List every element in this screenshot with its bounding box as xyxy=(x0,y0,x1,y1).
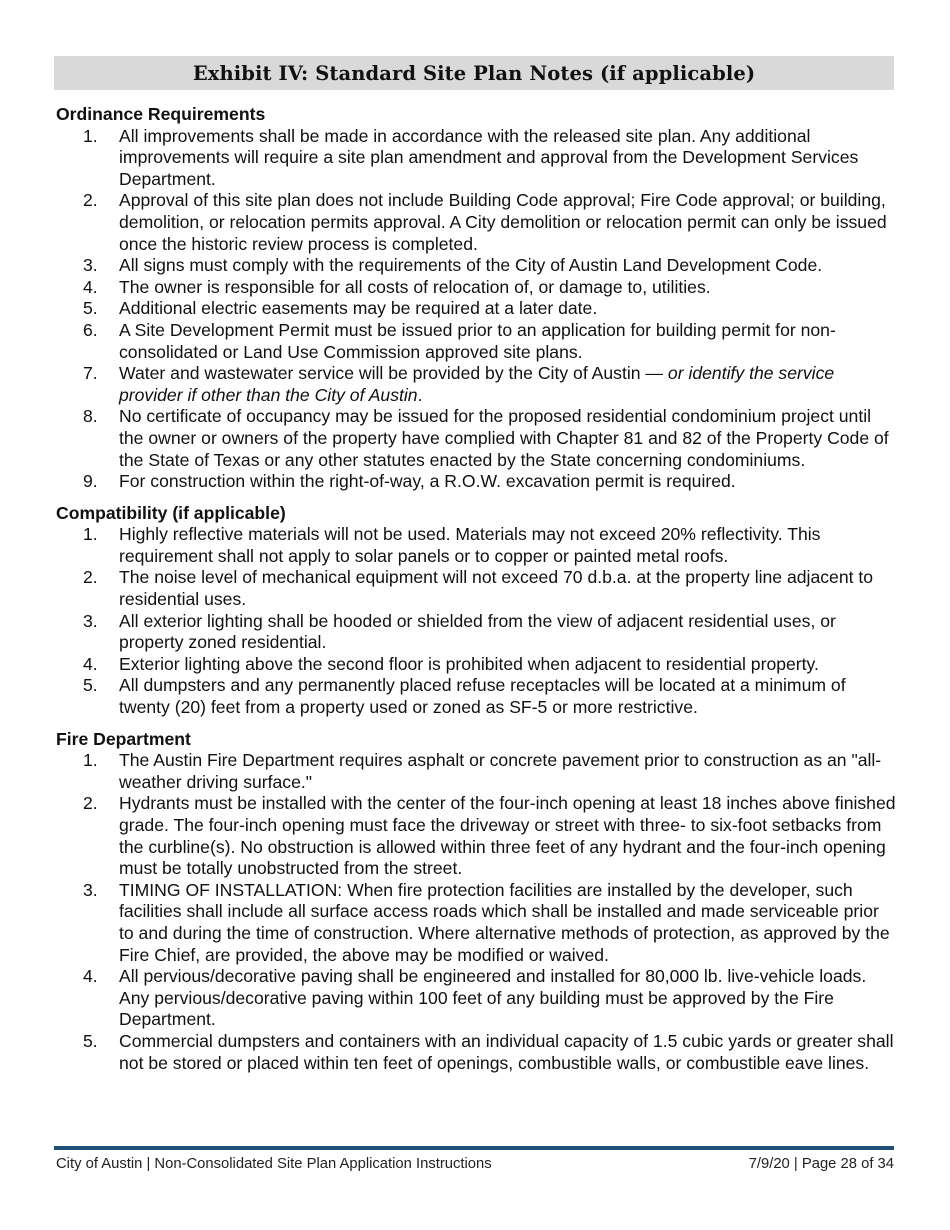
item-number: 4. xyxy=(83,966,98,987)
list-item xyxy=(56,406,896,471)
item-text: A Site Development Permit must be issued prior to an application for building permit for non-consolidated or Land Use Commission approved site plans. xyxy=(119,319,836,362)
list-item xyxy=(56,675,896,718)
item-italic-text: or identify the service provider if other than the City of Austin xyxy=(119,363,835,405)
list-item xyxy=(56,750,896,793)
list-item xyxy=(56,567,896,610)
list-item xyxy=(56,611,896,654)
section-compatibility xyxy=(56,503,896,719)
item-number: 3. xyxy=(83,255,98,276)
item-number: 3. xyxy=(83,879,98,900)
item-text: The noise level of mechanical equipment will not exceed 70 d.b.a. at the property line adjacent to residential uses. xyxy=(119,567,874,610)
list-item xyxy=(56,255,896,277)
item-text: TIMING OF INSTALLATION: When fire protection facilities are installed by the developer, such facilities shall include all surface access roads which shall be installed and made serviceable prior to and during the time of construction. Where alternative methods of protection, as approved by the Fire Chief, are provided, the above may be modified or waived. xyxy=(119,879,890,965)
item-text: The owner is responsible for all costs of relocation of, or damage to, utilities. xyxy=(119,276,711,297)
item-text: Water and wastewater service will be provided by the City of Austin — xyxy=(119,363,668,384)
list-item xyxy=(56,363,896,406)
item-text: All exterior lighting shall be hooded or shielded from the view of adjacent residential uses, or property zoned residential. xyxy=(119,610,836,653)
footer-document-title: City of Austin | Non-Consolidated Site Plan Application Instructions xyxy=(56,1156,492,1172)
footer-divider xyxy=(54,1146,894,1150)
section-heading: Compatibility (if applicable) xyxy=(56,502,286,523)
item-number: 1. xyxy=(83,524,98,545)
section-heading: Fire Department xyxy=(56,728,191,749)
item-text: Hydrants must be installed with the center of the four-inch opening at least 18 inches above finished grade. The four-inch opening must face the driveway or street with three- to six-foot setbacks from the curbline(s). No obstruction is allowed within three feet of any hydrant and the four-inch opening must be totally unobstructed from the street. xyxy=(119,793,896,879)
item-number: 2. xyxy=(83,190,98,211)
item-number: 8. xyxy=(83,406,98,427)
item-text: Additional electric easements may be required at a later date. xyxy=(119,298,598,319)
list-item xyxy=(56,793,896,879)
item-text: Approval of this site plan does not include Building Code approval; Fire Code approval; or building, demolition, or relocation permits approval. A City demolition or relocation permit can only be issued once the historic review process is completed. xyxy=(119,190,887,254)
notes-content xyxy=(56,104,896,1084)
page-footer xyxy=(56,1156,894,1172)
item-number: 1. xyxy=(83,750,98,771)
item-number: 6. xyxy=(83,319,98,340)
item-text: All improvements shall be made in accordance with the released site plan. Any additional improvements will require a site plan amendment and approval from the Development Services Department. xyxy=(119,125,859,189)
fire-department-list xyxy=(56,750,896,1074)
list-item xyxy=(56,320,896,363)
item-number: 4. xyxy=(83,653,98,674)
item-number: 1. xyxy=(83,125,98,146)
item-text: All pervious/decorative paving shall be engineered and installed for 80,000 lb. live-vehicle loads. Any pervious/decorative paving within 100 feet of any building must be approved by the Fire Department. xyxy=(119,966,867,1030)
list-item xyxy=(56,880,896,966)
footer-page-info: 7/9/20 | Page 28 of 34 xyxy=(748,1156,894,1172)
item-text: For construction within the right-of-way, a R.O.W. excavation permit is required. xyxy=(119,471,736,492)
list-item xyxy=(56,298,896,320)
item-text: Highly reflective materials will not be used. Materials may not exceed 20% reflectivity. This requirement shall not apply to solar panels or to copper or painted metal roofs. xyxy=(119,524,821,566)
item-number: 9. xyxy=(83,471,98,492)
list-item xyxy=(56,190,896,255)
section-ordinance-requirements xyxy=(56,104,896,493)
item-number: 5. xyxy=(83,298,98,319)
list-item xyxy=(56,471,896,493)
item-text: The Austin Fire Department requires asphalt or concrete pavement prior to construction as an "all-weather driving surface." xyxy=(119,750,882,792)
item-text: No certificate of occupancy may be issued for the proposed residential condominium project until the owner or owners of the property have complied with Chapter 81 and 82 of the Property Code of the State of Texas or any other statutes enacted by the State concerning condominiums. xyxy=(119,406,889,470)
item-number: 2. xyxy=(83,567,98,588)
list-item xyxy=(56,524,896,567)
item-text-tail: . xyxy=(417,384,423,405)
item-number: 2. xyxy=(83,793,98,814)
list-item xyxy=(56,654,896,676)
item-text: Commercial dumpsters and containers with an individual capacity of 1.5 cubic yards or greater shall not be stored or placed within ten feet of openings, combustible walls, or combustible eave lines. xyxy=(119,1030,894,1073)
list-item xyxy=(56,966,896,1031)
page-title: Exhibit IV: Standard Site Plan Notes (if applicable) xyxy=(192,61,756,85)
item-text: All dumpsters and any permanently placed refuse receptacles will be located at a minimum of twenty (20) feet from a property used or zoned as SF-5 or more restrictive. xyxy=(119,675,846,718)
ordinance-list xyxy=(56,126,896,493)
compatibility-list xyxy=(56,524,896,718)
section-fire-department xyxy=(56,729,896,1075)
list-item xyxy=(56,277,896,299)
list-item xyxy=(56,126,896,191)
item-number: 5. xyxy=(83,1030,98,1051)
item-number: 5. xyxy=(83,675,98,696)
item-text: Exterior lighting above the second floor is prohibited when adjacent to residential property. xyxy=(119,653,819,674)
section-heading: Ordinance Requirements xyxy=(56,104,266,124)
title-band xyxy=(54,56,894,90)
list-item xyxy=(56,1031,896,1074)
item-number: 4. xyxy=(83,276,98,297)
item-text: All signs must comply with the requirements of the City of Austin Land Development Code. xyxy=(119,255,823,276)
item-number: 7. xyxy=(83,363,98,384)
item-number: 3. xyxy=(83,610,98,631)
